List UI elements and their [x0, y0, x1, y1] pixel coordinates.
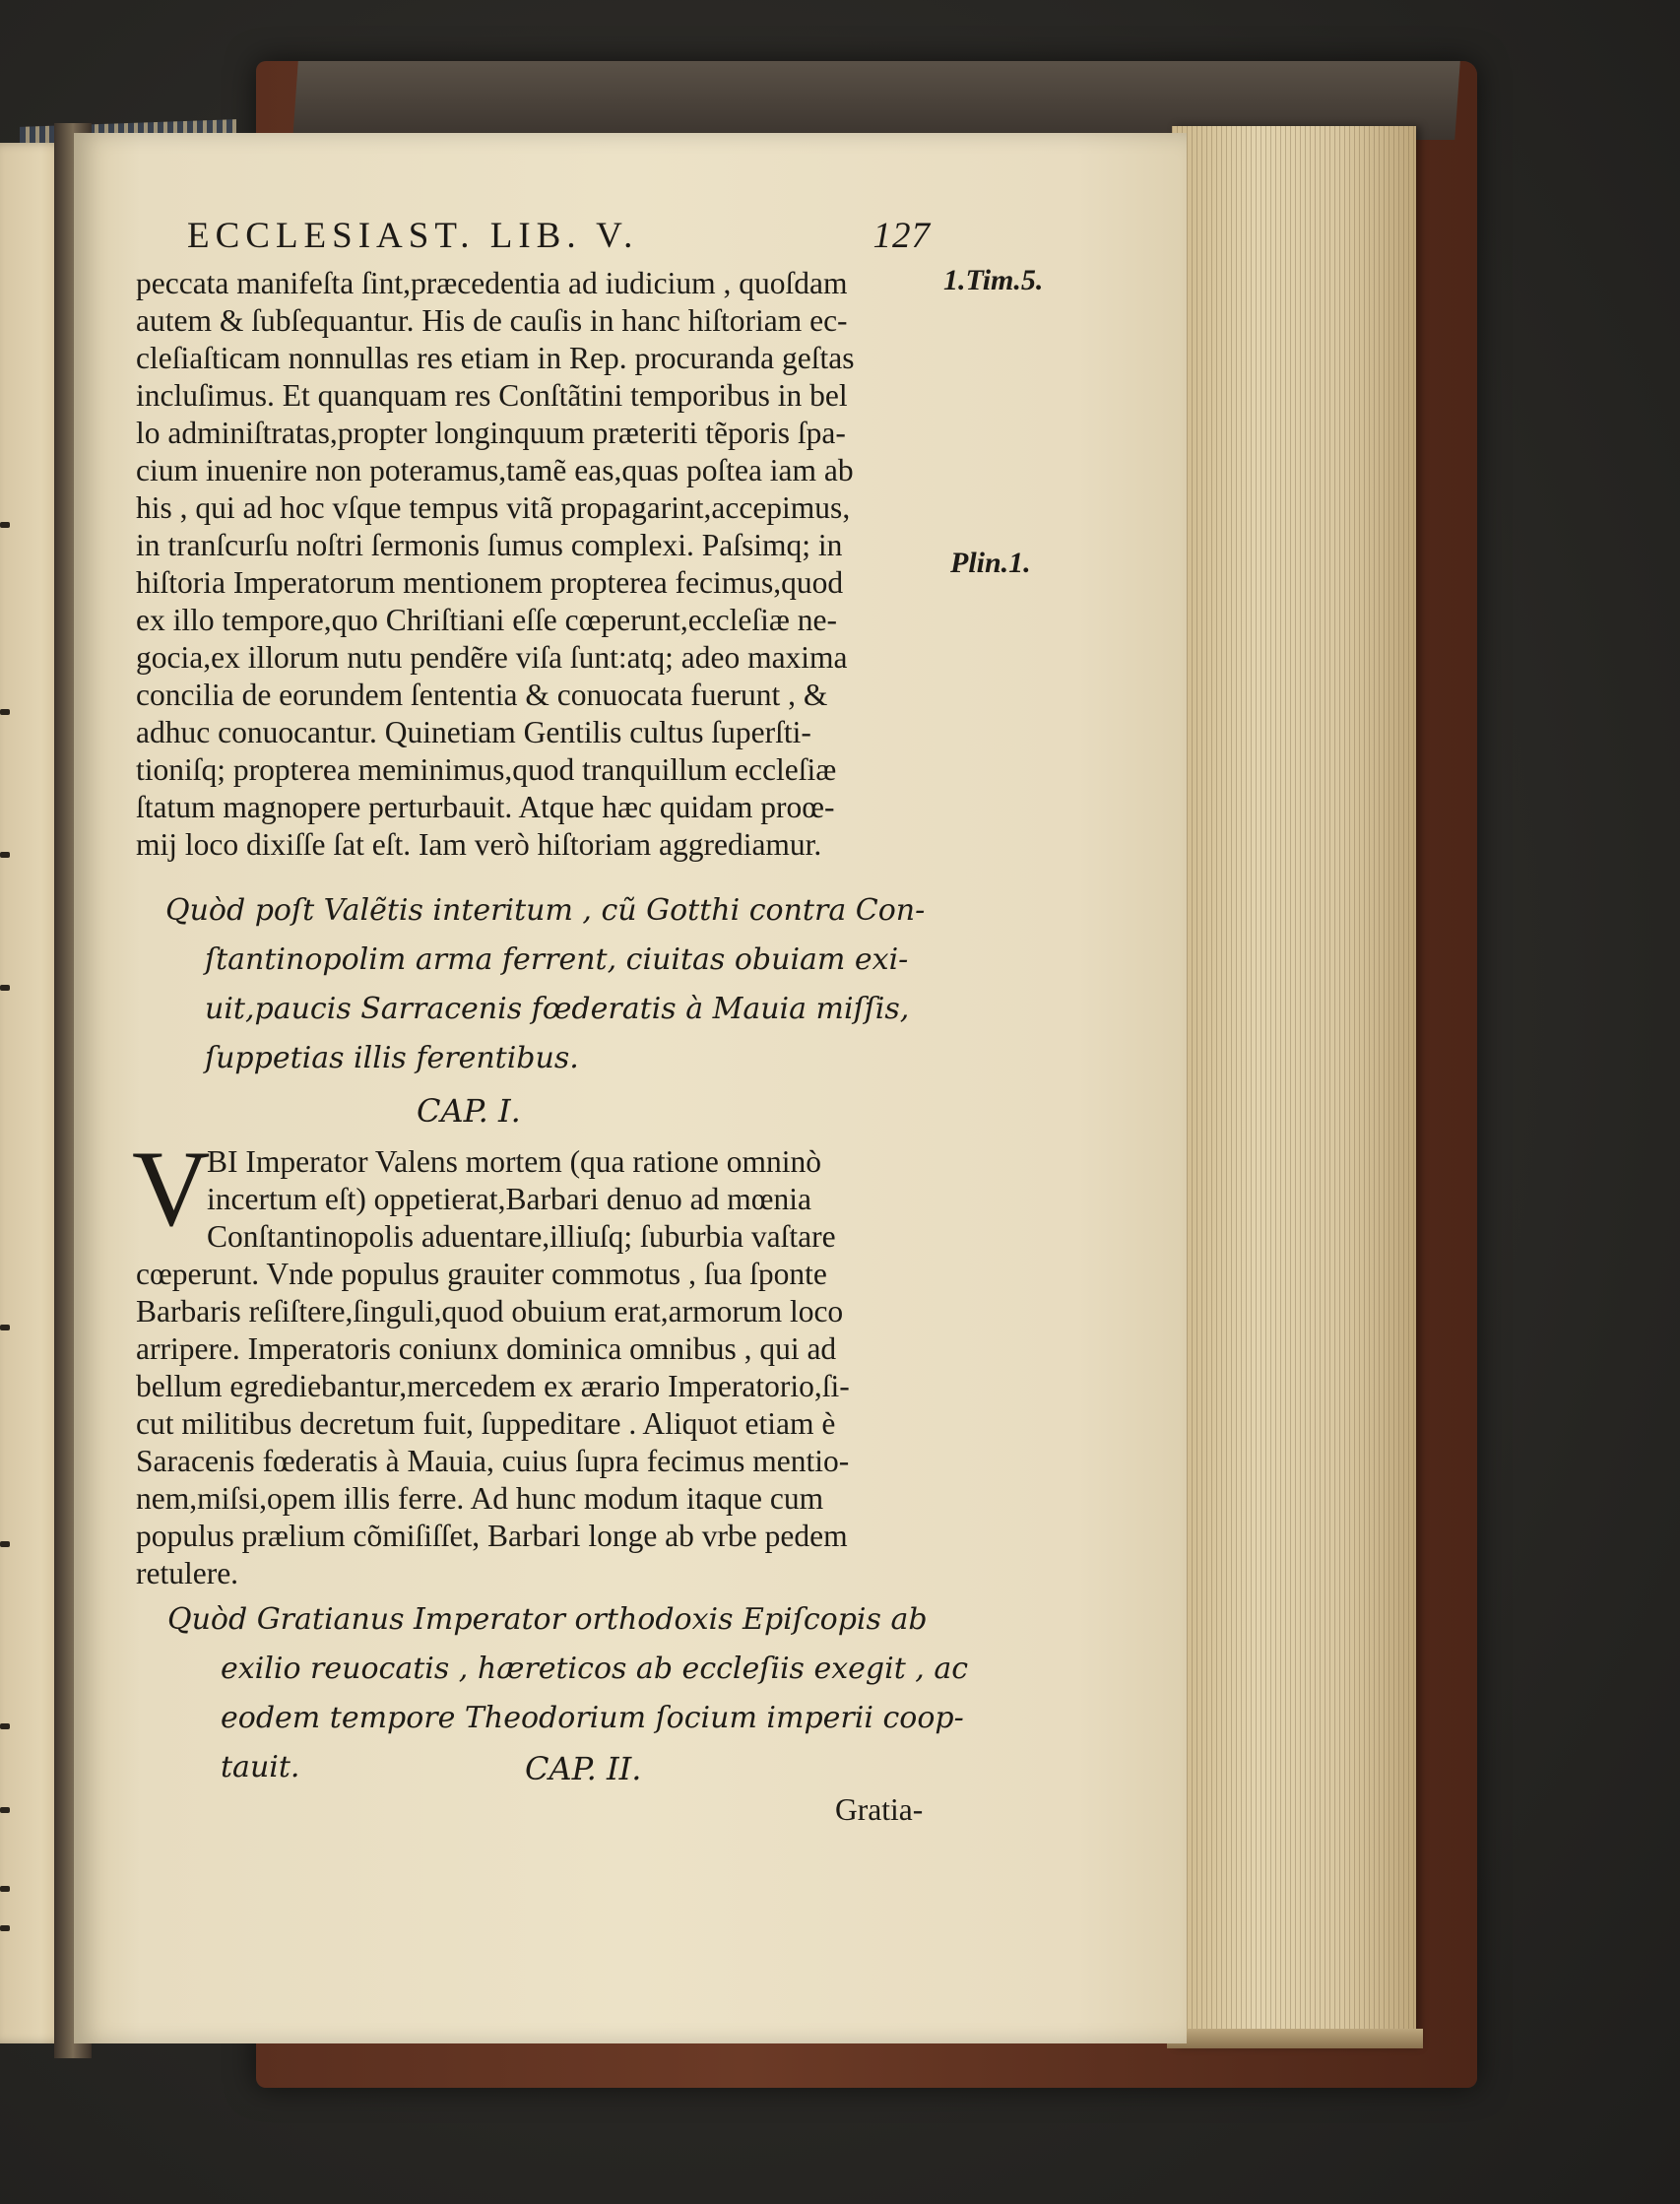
facing-page-mark [0, 852, 10, 858]
heading-line: ſtantinopolim arma ferrent, ciuitas obuiam exi- [205, 942, 909, 977]
text-line: incluſimus. Et quanquam res Conſtãtini temporibus in bel [136, 378, 848, 413]
facing-page-mark [0, 1807, 10, 1813]
heading-line: tauit. [221, 1750, 300, 1784]
text-line: incertum eſt) oppetierat,Barbari denuo ad mœnia [207, 1182, 812, 1216]
facing-page-mark [0, 709, 10, 715]
margin-note: 1.Tim.5. [943, 264, 1044, 296]
facing-page-mark [0, 1723, 10, 1729]
heading-line: Quòd poſt Valẽtis interitum , cũ Gotthi contra Con- [165, 893, 926, 928]
text-line: his , qui ad hoc vſque tempus vitã propagarint,accepimus, [136, 490, 851, 525]
text-line: arripere. Imperatoris coniunx dominica omnibus , qui ad [136, 1331, 837, 1366]
text-line: cœperunt. Vnde populus grauiter commotus , ſua ſponte [136, 1257, 827, 1291]
text-line: ex illo tempore,quo Chriſtiani eſſe cœperunt,eccleſiæ ne- [136, 603, 838, 637]
text-line: concilia de eorundem ſententia & conuocata fuerunt , & [136, 678, 828, 712]
text-line: tioniſq; propterea meminimus,quod tranquillum eccleſiæ [136, 752, 837, 787]
heading-line: ſuppetias illis ferentibus. [205, 1041, 579, 1075]
page-bottom-edge [1167, 2029, 1423, 2048]
running-head-title: ECCLESIAST. LIB. V. [187, 216, 639, 256]
text-line: retulere. [136, 1556, 239, 1590]
text-line: hiſtoria Imperatorum mentionem propterea fecimus,quod [136, 565, 844, 600]
drop-cap: V [132, 1129, 211, 1249]
text-line: Barbaris reſiſtere,ſinguli,quod obuium erat,armorum loco [136, 1294, 844, 1329]
facing-page-mark [0, 1925, 10, 1931]
text-line: adhuc conuocantur. Quinetiam Gentilis cultus ſuperſti- [136, 715, 811, 749]
chapter-number: CAP. II. [525, 1750, 642, 1787]
text-line: gocia,ex illorum nutu pendẽre viſa ſunt:atq; adeo maxima [136, 640, 848, 675]
margin-note: Plin.1. [950, 547, 1031, 579]
text-line: in tranſcurſu noſtri ſermonis ſumus complexi. Paſsimq; in [136, 528, 843, 562]
page-number: 127 [872, 216, 931, 256]
facing-page-mark [0, 985, 10, 991]
page-fore-edge [1172, 126, 1416, 2046]
text-line: cut militibus decretum fuit, ſuppeditare . Aliquot etiam è [136, 1406, 836, 1441]
heading-line: Quòd Gratianus Imperator orthodoxis Epiſcopis ab [167, 1602, 928, 1637]
text-line: ſtatum magnopere perturbauit. Atque hæc quidam proœ- [136, 790, 835, 824]
chapter-number: CAP. I. [417, 1092, 521, 1130]
text-line: nem,miſsi,opem illis ferre. Ad hunc modum itaque cum [136, 1481, 824, 1516]
text-line: lo adminiſtratas,propter longinquum præteriti tẽporis ſpa- [136, 416, 846, 450]
text-line: cium inuenire non poteramus,tamẽ eas,quas poſtea iam ab [136, 453, 854, 487]
heading-line: uit,paucis Sarracenis fœderatis à Mauia miſſis, [205, 992, 910, 1026]
text-line: Conſtantinopolis aduentare,illiuſq; ſuburbia vaſtare [207, 1219, 836, 1254]
text-line: autem & ſubſequantur. His de cauſis in hanc hiſtoriam ec- [136, 303, 848, 338]
heading-line: exilio reuocatis , hæreticos ab eccleſiis exegit , ac [221, 1652, 969, 1686]
facing-page-mark [0, 522, 10, 528]
catchword: Gratia- [835, 1792, 924, 1827]
text-line: peccata manifeſta ſint,præcedentia ad iudicium , quoſdam [136, 266, 848, 300]
facing-page-mark [0, 1541, 10, 1547]
heading-line: eodem tempore Theodorium ſocium imperii coop- [221, 1701, 964, 1735]
facing-page-mark [0, 1325, 10, 1330]
text-line: Saracenis fœderatis à Mauia, cuius ſupra fecimus mentio- [136, 1444, 850, 1478]
text-line: populus prælium cõmiſiſſet, Barbari longe ab vrbe pedem [136, 1519, 848, 1553]
text-line: mij loco dixiſſe ſat eſt. Iam verò hiſtoriam aggrediamur. [136, 827, 822, 862]
running-head [187, 215, 931, 264]
text-line: BI Imperator Valens mortem (qua ratione omninò [207, 1144, 822, 1179]
text-line: cleſiaſticam nonnullas res etiam in Rep. procuranda geſtas [136, 341, 855, 375]
text-line: bellum egrediebantur,mercedem ex ærario Imperatorio,ſi- [136, 1369, 850, 1403]
facing-page-mark [0, 1886, 10, 1892]
